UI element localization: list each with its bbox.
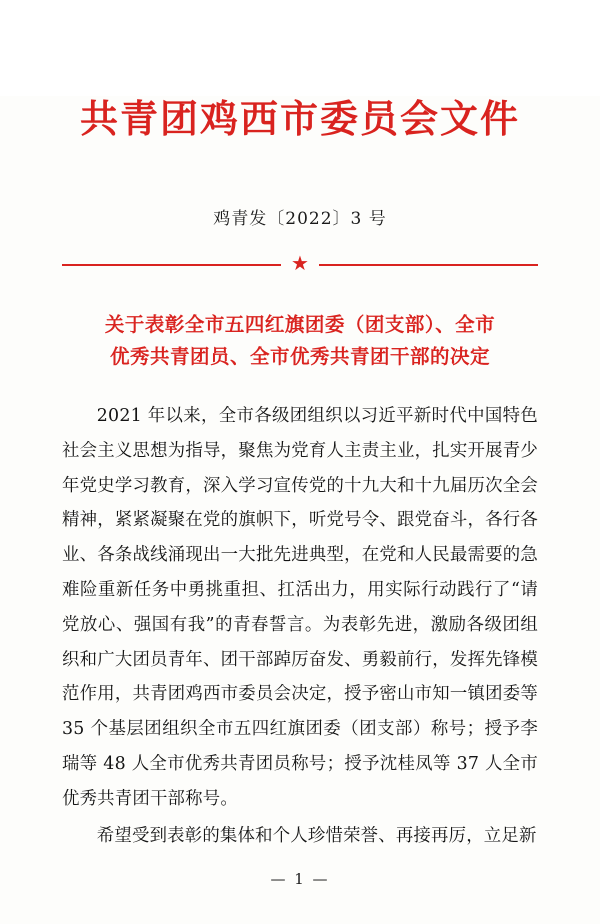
document-headline <box>62 309 538 373</box>
star-icon: ★ <box>291 252 309 275</box>
headline-line-1: 关于表彰全市五四红旗团委（团支部）、全市 <box>104 312 496 336</box>
page-number: — 1 — <box>270 870 330 888</box>
document-title: 共青团鸡西市委员会文件 <box>79 96 520 141</box>
body-paragraph-2: 希望受到表彰的集体和个人珍惜荣誉、再接再厉，立足新 <box>96 825 537 846</box>
separator-line-right <box>319 264 538 266</box>
body-paragraph-1: 2021 年以来，全市各级团组织以习近平新时代中国特色社会主义思想为指导，聚焦为党育人主责主业，扎实开展青少年党史学习教育，深入学习宣传党的十九大和十九届历次全会精神，紧紧凝聚在党的旗帜下，听党号令、跟党奋斗，各行各业、各条战线涌现出一大批先进典型，在党和人民最需要的急难险重新任务中勇挑重担、扛活出力，用实际行动践行了“请党放心、强国有我”的青春誓言。为表彰先进，激励各级团组织和广大团员青年、团干部踔厉奋发、勇毅前行，发挥先锋模范作用，共青团鸡西市委员会决定，授予密山市知一镇团委等 35 个基层团组织全市五四红旗团委（团支部）称号；授予李瑞等 48 人全市优秀共青团员称号；授予沈桂凤等 37 人全市优秀共青团干部称号。 <box>62 405 538 809</box>
headline-line-2: 优秀共青团员、全市优秀共青团干部的决定 <box>109 344 490 368</box>
document-page <box>0 96 600 924</box>
document-body <box>62 399 538 854</box>
document-number: 鸡青发〔2022〕3 号 <box>213 208 387 229</box>
red-separator <box>62 252 538 275</box>
separator-line-left <box>62 264 281 266</box>
